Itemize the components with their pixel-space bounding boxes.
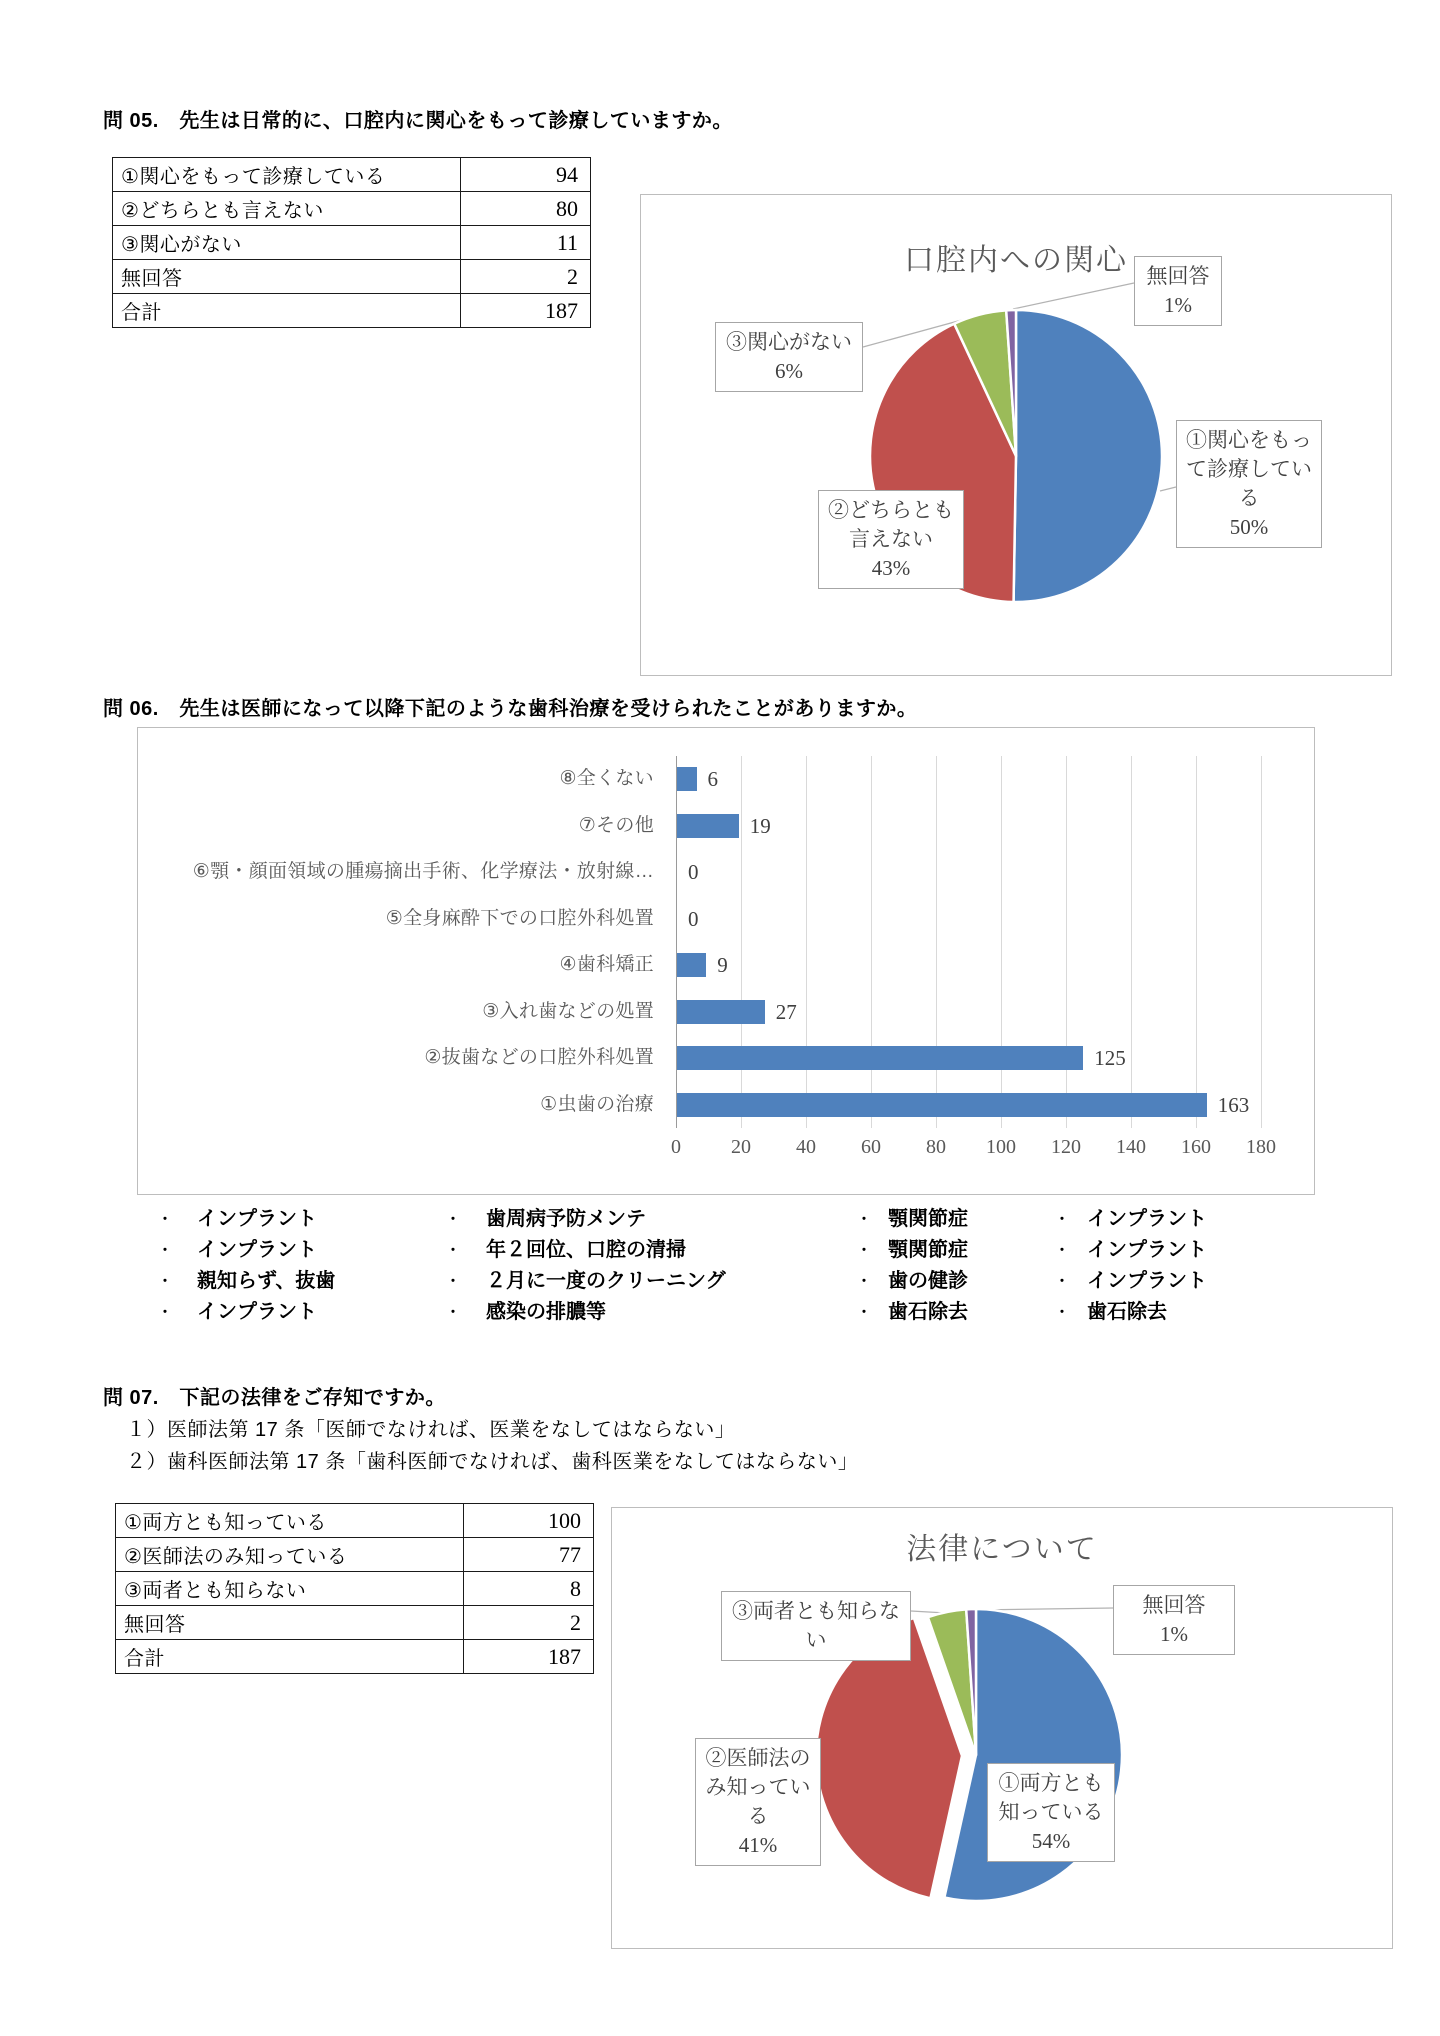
bar-value-label: 27 <box>775 999 797 1024</box>
table-row <box>113 260 591 294</box>
bar-category-label: ⑤全身麻酔下での口腔外科処置 <box>385 907 654 929</box>
callout-text: ①関心をもって診療している <box>1186 428 1312 510</box>
table-row <box>113 158 591 192</box>
x-tick-label: 100 <box>986 1136 1016 1158</box>
bar-value-label: 125 <box>1094 1046 1126 1070</box>
callout-text: ②医師法のみ知っている <box>705 1746 811 1828</box>
bar <box>677 1046 1083 1070</box>
bar-gridline <box>871 756 872 1128</box>
bullet-icon: ・ <box>446 1211 460 1227</box>
pie-label-no-answer <box>1134 256 1222 326</box>
q05-pie-chart-frame <box>640 194 1392 676</box>
table-row <box>116 1606 594 1640</box>
free-answer-item: 顎関節症 <box>888 1208 968 1230</box>
table-cell-label: ②どちらとも言えない <box>113 192 461 226</box>
bar-category-label: ③入れ歯などの処置 <box>482 1000 654 1022</box>
pie-label-know-both <box>987 1763 1115 1862</box>
pie-label-know-neither <box>721 1591 911 1661</box>
pie-label-know-physician-law-only <box>695 1738 821 1866</box>
bar <box>677 953 706 977</box>
x-tick-label: 0 <box>671 1136 681 1158</box>
free-answer-item: インプラント <box>197 1239 317 1261</box>
q07-table <box>115 1503 594 1674</box>
table-cell-value: 11 <box>461 226 591 260</box>
pie-slice-0 <box>1014 310 1162 602</box>
bullet-icon: ・ <box>1055 1242 1069 1258</box>
q07-pie-chart <box>612 1508 1392 1948</box>
bar-gridline <box>741 756 742 1128</box>
callout-percent: 6% <box>775 358 803 383</box>
callout-text: ③両者とも知らない <box>732 1599 900 1652</box>
bar-category-label: ②抜歯などの口腔外科処置 <box>424 1047 654 1068</box>
callout-text: 無回答 <box>1142 1593 1206 1617</box>
bullet-icon: ・ <box>857 1211 871 1227</box>
table-cell-label: ③両者とも知らない <box>116 1572 464 1606</box>
bar-value-label: 163 <box>1217 1092 1250 1117</box>
q07-pie-chart-frame <box>611 1507 1393 1949</box>
q05-heading: 問 05. 先生は日常的に、口腔内に関心をもって診療していますか。 <box>103 110 733 132</box>
free-answer-item: 歯石除去 <box>888 1301 968 1323</box>
table-cell-value: 2 <box>461 260 591 294</box>
callout-percent: 43% <box>871 555 911 580</box>
free-answer-item: インプラント <box>197 1301 317 1323</box>
bullet-icon: ・ <box>1055 1304 1069 1320</box>
bar-gridline <box>1196 756 1197 1128</box>
bar-gridline <box>1066 756 1067 1128</box>
bar <box>677 767 697 791</box>
free-answer-item: インプラント <box>1087 1239 1207 1261</box>
bar <box>677 1000 765 1024</box>
free-answer-item: インプラント <box>1087 1208 1207 1230</box>
bar-gridline <box>1131 756 1132 1128</box>
bar-category-label: ①虫歯の治療 <box>540 1093 654 1115</box>
free-answer-item: 感染の排膿等 <box>486 1301 606 1323</box>
bullet-icon: ・ <box>857 1242 871 1258</box>
callout-leader-line <box>1160 487 1176 491</box>
bullet-icon: ・ <box>158 1304 172 1320</box>
x-tick-label: 140 <box>1116 1136 1146 1158</box>
bar-value-label: 19 <box>749 813 771 838</box>
free-answer-item: 親知らず、抜歯 <box>197 1270 336 1292</box>
callout-percent: 50% <box>1229 514 1269 539</box>
pie-label-no-interest <box>715 322 863 392</box>
callout-percent: 1% <box>1160 1621 1188 1646</box>
table-cell-value: 187 <box>464 1640 594 1674</box>
table-cell-label: 合計 <box>116 1640 464 1674</box>
table-cell-label: ①関心をもって診療している <box>113 158 461 192</box>
table-cell-label: ①両方とも知っている <box>116 1504 464 1538</box>
bullet-icon: ・ <box>446 1273 460 1289</box>
table-row <box>116 1538 594 1572</box>
x-tick-label: 120 <box>1051 1136 1081 1158</box>
q07-chart-title: 法律について <box>906 1533 1098 1566</box>
bar-gridline <box>806 756 807 1128</box>
table-cell-value: 2 <box>464 1606 594 1640</box>
bullet-icon: ・ <box>158 1211 172 1227</box>
callout-leader-line <box>1013 283 1134 309</box>
pie-label-no-answer <box>1113 1585 1235 1655</box>
q07-law-line-1: １）医師法第 17 条「医師でなければ、医業をなしてはならない」 <box>126 1419 736 1441</box>
free-answer-item: インプラント <box>197 1208 317 1230</box>
free-answer-item: 歯の健診 <box>888 1270 968 1292</box>
table-cell-label: 無回答 <box>113 260 461 294</box>
free-answer-item: 年２回位、口腔の清掃 <box>486 1239 686 1261</box>
callout-text: ②どちらとも言えない <box>828 498 954 551</box>
bullet-icon: ・ <box>1055 1211 1069 1227</box>
bar-value-label: 0 <box>688 860 699 884</box>
table-row <box>116 1640 594 1674</box>
q07-heading: 問 07. 下記の法律をご存知ですか。 <box>103 1387 446 1409</box>
table-row <box>113 192 591 226</box>
q06-bar-chart-frame <box>137 727 1315 1195</box>
bar-category-label: ⑥顎・顔面領域の腫瘍摘出手術、化学療法・放射線… <box>192 861 654 882</box>
pie-label-neutral <box>818 490 964 589</box>
bar-value-label: 9 <box>717 953 728 977</box>
table-cell-label: ②医師法のみ知っている <box>116 1538 464 1572</box>
callout-text: 無回答 <box>1146 264 1210 288</box>
table-cell-label: 合計 <box>113 294 461 328</box>
bullet-icon: ・ <box>857 1273 871 1289</box>
table-cell-value: 8 <box>464 1572 594 1606</box>
table-cell-label: ③関心がない <box>113 226 461 260</box>
callout-percent: 41% <box>738 1832 778 1857</box>
table-row <box>116 1572 594 1606</box>
x-tick-label: 80 <box>926 1136 946 1158</box>
x-tick-label: 160 <box>1181 1136 1211 1158</box>
bar-value-label: 6 <box>707 767 718 791</box>
x-tick-label: 40 <box>796 1136 816 1158</box>
table-cell-value: 80 <box>461 192 591 226</box>
table-cell-value: 187 <box>461 294 591 328</box>
table-row <box>116 1504 594 1538</box>
q05-chart-title: 口腔内への関心 <box>904 244 1128 277</box>
table-row <box>113 226 591 260</box>
bar <box>677 814 739 838</box>
q06-heading: 問 06. 先生は医師になって以降下記のような歯科治療を受けられたことがありますか。 <box>103 698 918 720</box>
x-tick-label: 20 <box>731 1136 751 1158</box>
free-answer-item: 歯周病予防メンテ <box>486 1208 646 1230</box>
table-cell-value: 94 <box>461 158 591 192</box>
table-cell-value: 77 <box>464 1538 594 1572</box>
bar-category-label: ④歯科矯正 <box>559 954 654 975</box>
y-axis-line <box>676 756 677 1128</box>
bullet-icon: ・ <box>158 1273 172 1289</box>
bar-category-label: ⑦その他 <box>578 814 654 836</box>
x-tick-label: 180 <box>1246 1136 1276 1158</box>
bar-gridline <box>1261 756 1262 1128</box>
table-cell-value: 100 <box>464 1504 594 1538</box>
bullet-icon: ・ <box>446 1242 460 1258</box>
bar-category-label: ⑧全くない <box>559 768 654 789</box>
bullet-icon: ・ <box>857 1304 871 1320</box>
pie-label-interested <box>1176 420 1322 548</box>
q07-law-line-2: ２）歯科医師法第 17 条「歯科医師でなければ、歯科医業をなしてはならない」 <box>126 1451 859 1473</box>
bullet-icon: ・ <box>1055 1273 1069 1289</box>
bar-gridline <box>936 756 937 1128</box>
bar <box>677 1093 1207 1117</box>
callout-percent: 54% <box>1031 1828 1071 1853</box>
callout-percent: 1% <box>1164 292 1192 317</box>
callout-text: ①両方とも知っている <box>998 1771 1104 1824</box>
bar-gridline <box>1001 756 1002 1128</box>
q05-table <box>112 157 591 328</box>
free-answer-item: ２月に一度のクリーニング <box>486 1270 726 1292</box>
free-answer-item: 顎関節症 <box>888 1239 968 1261</box>
bullet-icon: ・ <box>158 1242 172 1258</box>
free-answer-item: 歯石除去 <box>1087 1301 1167 1323</box>
bullet-icon: ・ <box>446 1304 460 1320</box>
bar-value-label: 0 <box>688 906 699 931</box>
table-cell-label: 無回答 <box>116 1606 464 1640</box>
free-answer-item: インプラント <box>1087 1270 1207 1292</box>
x-tick-label: 60 <box>861 1136 881 1158</box>
table-row <box>113 294 591 328</box>
callout-text: ③関心がない <box>726 330 852 354</box>
